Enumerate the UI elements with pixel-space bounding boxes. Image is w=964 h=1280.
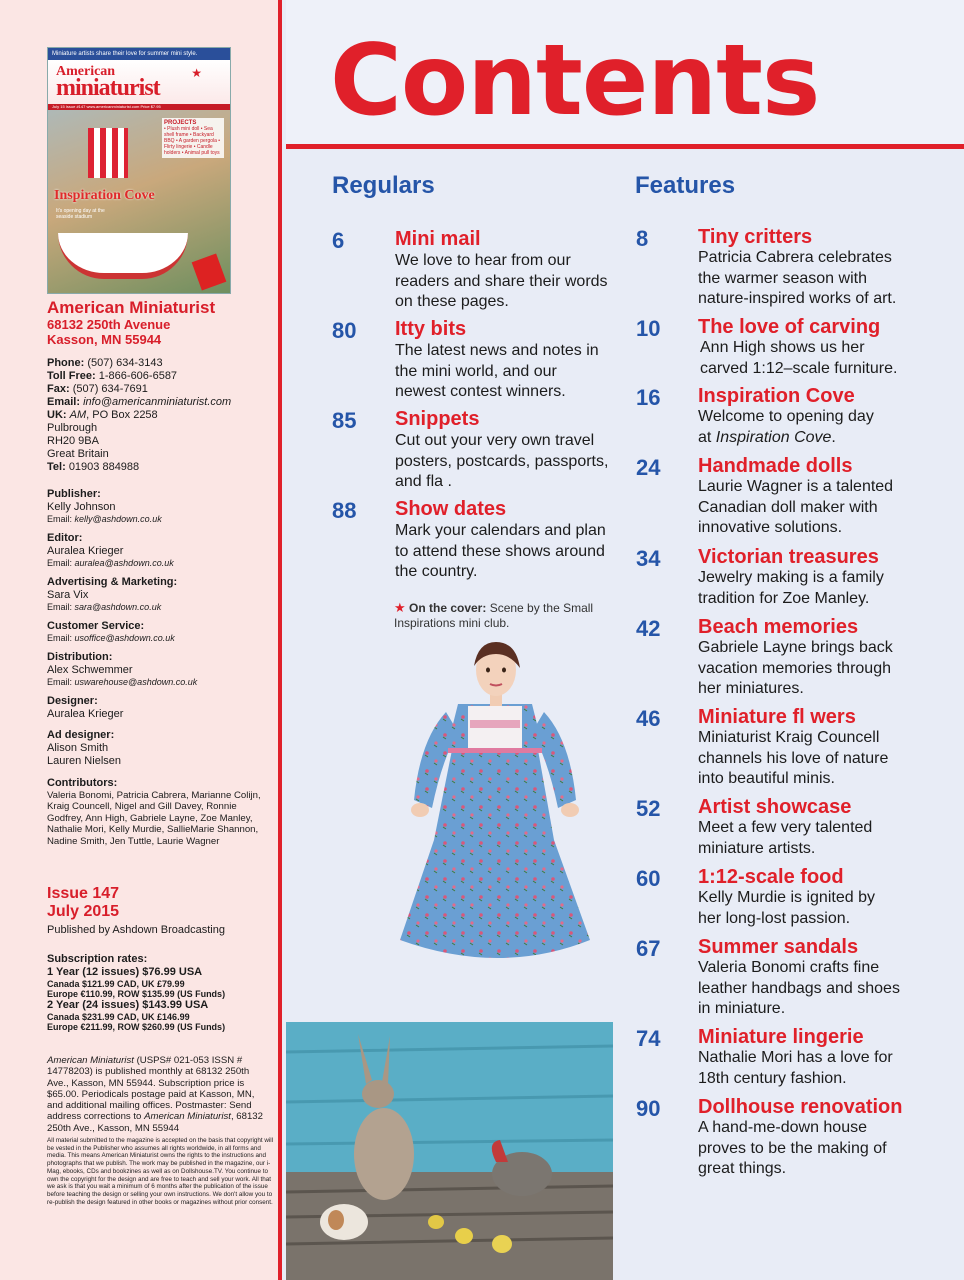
entry-title[interactable]: Victorian treasures bbox=[698, 546, 879, 568]
entry-description: Kelly Murdie is ignited by her long-lost passion. bbox=[698, 889, 875, 927]
cover-feature-title: Inspiration Cove bbox=[54, 188, 155, 203]
issue-info bbox=[47, 885, 272, 937]
contact-details: Phone: (507) 634-3143 Toll Free: 1-866-606-6587 Fax: (507) 634-7691 Email: info@americanminiaturist.com UK: AM, PO Box 2258 Pulbrough RH20 9BA Great Britain Tel: 01903 884988 bbox=[47, 357, 232, 473]
entry-title[interactable]: Inspiration Cove bbox=[698, 385, 855, 407]
entry-title[interactable]: The love of carving bbox=[698, 316, 881, 338]
doll-photo bbox=[350, 640, 640, 970]
entry-title[interactable]: Tiny critters bbox=[698, 226, 813, 248]
star-icon: ★ bbox=[394, 600, 406, 615]
address-line-1: 68132 250th Avenue bbox=[47, 317, 171, 332]
staff-email[interactable]: sara@ashdown.co.uk bbox=[74, 602, 162, 612]
cover-badge bbox=[192, 253, 227, 290]
page-number: 80 bbox=[332, 318, 357, 343]
cover-feature-sub: It's opening day at the seaside stadium bbox=[56, 208, 105, 220]
entry-title[interactable]: 1:12-scale food bbox=[698, 866, 844, 888]
entry-description: Meet a few very talented miniature artists. bbox=[698, 819, 873, 857]
contact-email[interactable]: info@americanminiaturist.com bbox=[83, 396, 232, 408]
published-by: Published by Ashdown Broadcasting bbox=[47, 924, 225, 936]
staff-email[interactable]: auralea@ashdown.co.uk bbox=[74, 558, 174, 568]
issue-date: July 2015 bbox=[47, 903, 120, 920]
entry-title[interactable]: Itty bits bbox=[395, 318, 467, 340]
cover-credit: ★ On the cover: Scene by the Small Inspirations mini club. bbox=[394, 600, 594, 630]
sidebar bbox=[0, 0, 282, 1280]
staff-advertising: Advertising & Marketing: Sara Vix Email: sara@ashdown.co.uk bbox=[47, 576, 178, 612]
entry-title[interactable]: Summer sandals bbox=[698, 936, 859, 958]
staff-ad-designer: Ad designer: Alison Smith Lauren Nielsen bbox=[47, 729, 121, 767]
page-number: 34 bbox=[636, 546, 661, 571]
page-title: Contents bbox=[330, 24, 820, 138]
issue-number: Issue 147 bbox=[47, 885, 120, 902]
entry-description: Jewelry making is a family tradition for Zoe Manley. bbox=[698, 569, 884, 607]
entry-description: Gabriele Layne brings back vacation memories through her miniatures. bbox=[698, 639, 893, 697]
cover-boat-illustration bbox=[58, 233, 188, 279]
cover-thumbnail[interactable] bbox=[47, 47, 231, 294]
page-number: 60 bbox=[636, 866, 661, 891]
header-divider bbox=[286, 144, 964, 149]
staff-email[interactable]: usoffice@ashdown.co.uk bbox=[74, 633, 175, 643]
entry-title[interactable]: Beach memories bbox=[698, 616, 859, 638]
page-number: 8 bbox=[636, 226, 649, 251]
entry-description: The latest news and notes in the mini world, and our newest contest winners. bbox=[395, 342, 599, 400]
entry-description: We love to hear from our readers and share their words on these pages. bbox=[395, 252, 608, 310]
uk-telephone: 01903 884988 bbox=[68, 461, 140, 473]
page-number: 85 bbox=[332, 408, 357, 433]
page-number: 74 bbox=[636, 1026, 661, 1051]
entry-title[interactable]: Snippets bbox=[395, 408, 480, 430]
page-number: 16 bbox=[636, 385, 661, 410]
cover-issue-strip: July 15 Issue #147 www.americanminiaturist.com Price $7.95 bbox=[48, 104, 230, 110]
staff-designer: Designer: Auralea Krieger bbox=[47, 695, 124, 720]
staff-customer-service: Customer Service: Email: usoffice@ashdown.co.uk bbox=[47, 620, 175, 643]
entry-description: Nathalie Mori has a love for 18th century fashion. bbox=[698, 1049, 893, 1087]
subscription-rates: Subscription rates: 1 Year (12 issues) $76.99 USA Canada $121.99 CAD, UK £79.99 Europe €110.99, ROW $135.99 (US Funds) 2 Year (24 issues) $143.99 USA Canada $231.99 CAD, UK £146.99 Europe €211.99, ROW $260.99 (US Funds) bbox=[47, 953, 226, 1032]
address-line-2: Kasson, MN 55944 bbox=[47, 332, 162, 347]
entry-description: Patricia Cabrera celebrates the warmer season with nature-inspired works of art. bbox=[698, 249, 897, 307]
entry-title[interactable]: Miniature lingerie bbox=[698, 1026, 864, 1048]
cover-masthead bbox=[48, 60, 230, 104]
cover-flag-illustration bbox=[88, 128, 128, 178]
entry-description: Laurie Wagner is a talented Canadian doll maker with innovative solutions. bbox=[698, 478, 894, 536]
page-number: 6 bbox=[332, 228, 345, 253]
page-number: 90 bbox=[636, 1096, 661, 1121]
phone-number: (507) 634-3143 bbox=[87, 357, 163, 369]
cover-masthead-line-1: American bbox=[56, 64, 116, 79]
entry-description: A hand-me-down house proves to be the making of great things. bbox=[698, 1119, 887, 1177]
page-number: 46 bbox=[636, 706, 661, 731]
entry-title[interactable]: Handmade dolls bbox=[698, 455, 853, 477]
cover-masthead-line-2: miniaturist bbox=[56, 75, 160, 101]
entry-description: Ann High shows us her carved 1:12–scale furniture. bbox=[700, 339, 898, 377]
contributors: Contributors: Valeria Bonomi, Patricia Cabrera, Marianne Colijn, Kraig Councell, Nigel and Gill Davey, Ronnie Godfrey, Ann High, Gabriele Layne, Zoe Manley, Nathalie Mori, Kelly Murdie, SallieMarie Shannon, Nadine Smith, Jen Tuttle, Laurie Wagner bbox=[47, 777, 261, 847]
publisher-address bbox=[47, 298, 272, 347]
page-number: 52 bbox=[636, 796, 661, 821]
tollfree-number: 1-866-606-6587 bbox=[98, 370, 178, 382]
regulars-heading: Regulars bbox=[332, 172, 435, 199]
postal-statement: American Miniaturist (USPS# 021-053 ISSN # 14778203) is published monthly at 68132 250th Ave., Kasson, MN 55944. Subscription price is $65.00. Periodicals postage paid at Kasson, MN, and additional mailing offices. Postmaster: Send address corrections to American Miniaturist, 68132 250th Ave., Kasson, MN 55944 bbox=[47, 1055, 263, 1134]
entry-title[interactable]: Mini mail bbox=[395, 228, 481, 250]
page-number: 42 bbox=[636, 616, 661, 641]
fax-number: (507) 634-7691 bbox=[72, 383, 148, 395]
entry-title[interactable]: Dollhouse renovation bbox=[698, 1096, 903, 1118]
entry-description: Cut out your very own travel posters, postcards, passports, and fla . bbox=[395, 432, 609, 490]
entry-description: Welcome to opening day at Inspiration Cove. bbox=[698, 408, 874, 446]
page-number: 67 bbox=[636, 936, 661, 961]
page-number: 10 bbox=[636, 316, 661, 341]
page-number: 24 bbox=[636, 455, 661, 480]
entry-title[interactable]: Miniature fl wers bbox=[698, 706, 856, 728]
features-heading: Features bbox=[635, 172, 736, 199]
staff-publisher: Publisher: Kelly Johnson Email: kelly@ashdown.co.uk bbox=[47, 488, 162, 524]
cover-projects-box: PROJECTS • Plush mini doll • Sea shell frame • Backyard BBQ • A garden pergola • Flirty lingerie • Candle holders • Animal pull toys bbox=[162, 118, 224, 158]
entry-description: Valeria Bonomi crafts fine leather handbags and shoes in miniature. bbox=[698, 959, 900, 1017]
cover-tagline: Miniature artists share their love for summer mini style. bbox=[48, 48, 230, 60]
star-icon: ★ bbox=[191, 66, 202, 80]
page-number: 88 bbox=[332, 498, 357, 523]
staff-editor: Editor: Auralea Krieger Email: auralea@ashdown.co.uk bbox=[47, 532, 174, 568]
entry-description: Mark your calendars and plan to attend these shows around the country. bbox=[395, 522, 606, 580]
staff-email[interactable]: kelly@ashdown.co.uk bbox=[74, 514, 162, 524]
critters-photo bbox=[286, 1022, 613, 1280]
entry-description: Miniaturist Kraig Councell channels his love of nature into beautiful minis. bbox=[698, 729, 889, 787]
legal-notice: All material submitted to the magazine is accepted on the basis that copyright will be vested in the Publisher who assumes all rights worldwide, in all forms and media. This means American Miniaturist owns the rights to the instructions and photographs that we publish. The work may be published in the magazine, our i-Mag, ebooks, CDs and bookzines as well as on Dollshouse.TV. You continue to own the copyright for the design and are free to teach and sell your work. All that we ask is that you wait a minimum of 6 months after the publication of the issue before teaching the design or selling your own instructions. We don't allow you to re-publish the design featured in other books or magazines without prior consent. bbox=[47, 1137, 274, 1206]
staff-distribution: Distribution: Alex Schwemmer Email: uswarehouse@ashdown.co.uk bbox=[47, 651, 198, 687]
staff-list bbox=[47, 488, 272, 847]
publisher-name: American Miniaturist bbox=[47, 298, 216, 317]
entry-title[interactable]: Artist showcase bbox=[698, 796, 852, 818]
staff-email[interactable]: uswarehouse@ashdown.co.uk bbox=[74, 677, 198, 687]
entry-title[interactable]: Show dates bbox=[395, 498, 507, 520]
